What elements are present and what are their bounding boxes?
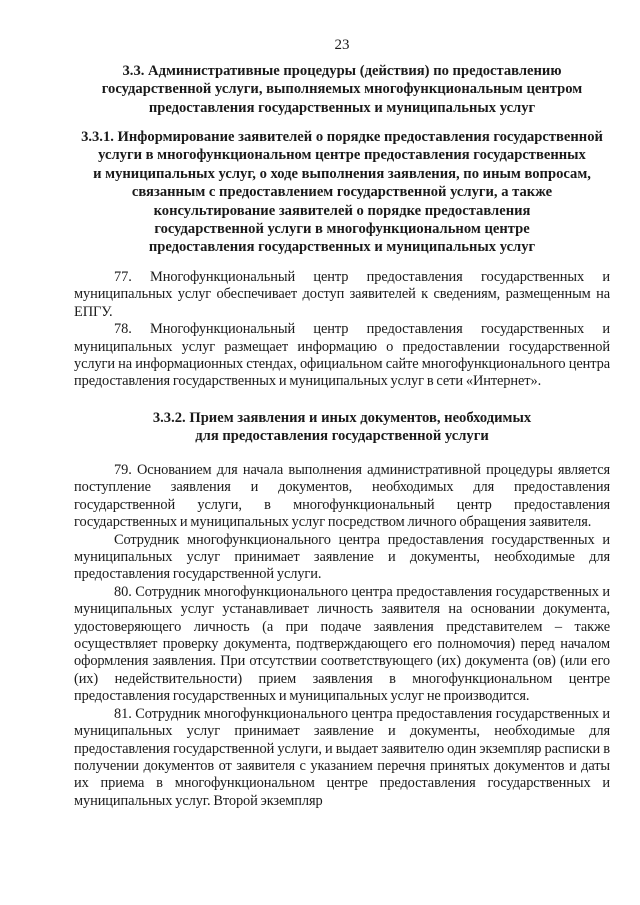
heading-line: 3.3.1. Информирование заявителей о порядке предоставления государственной (81, 129, 603, 145)
paragraph-81: 81. Сотрудник многофункционального центра предоставления государственных и муниципальных услуг принимает заявление и документы, необходимые для предоставления государственной услуги, и выдает заявителю один экземпляр расписки в получении документов от заявителя с указанием перечня принятых документов и даты их приема в многофункциональном центре предоставления государственных и муниципальных услуг. Второй экземпляр (74, 705, 610, 809)
heading-line: услуги в многофункциональном центре предоставления государственных (98, 147, 586, 164)
paragraph-79: 79. Основанием для начала выполнения административной процедуры является поступление заявления и документов, необходимых для предоставления государственной услуги, в многофункциональный центр предоставления государственных и муниципальных услуг посредством личного обращения заявителя. (74, 462, 610, 531)
page-number: 23 (334, 37, 350, 53)
heading-line: связанным с предоставлением государственной услуги, а также (131, 184, 553, 201)
heading-section-3-3-1 (74, 128, 610, 257)
heading-line: 3.3. Административные процедуры (действия) по предоставлению (122, 63, 562, 79)
paragraph-79-employee: Сотрудник многофункционального центра предоставления государственных и муниципальных услуг принимает заявление и документы, необходимые для предоставления государственной услуги. (74, 531, 610, 583)
heading-line: предоставления государственных и муниципальных услуг (148, 99, 536, 116)
heading-section-3-3-2 (74, 409, 610, 446)
heading-line: для предоставления государственной услуги (195, 428, 489, 445)
body-section-3-3-2 (74, 462, 610, 810)
paragraph-78: 78. Многофункциональный центр предоставления государственных и муниципальных услуг размещает информацию о предоставлении государственной услуги на информационных стендах, официальном сайте многофункционального центра предоставления государственных и муниципальных услуг в сети «Интернет». (74, 321, 610, 390)
heading-line: государственной услуги в многофункциональном центре (154, 221, 530, 238)
heading-line: консультирование заявителей о порядке предоставления (153, 202, 531, 219)
body-section-3-3-1 (74, 269, 610, 391)
heading-section-3-3 (74, 62, 610, 117)
heading-line: предоставления государственных и муниципальных услуг (148, 239, 536, 256)
heading-line: государственной услуги, выполняемых многофункциональным центром (101, 81, 583, 98)
paragraph-80: 80. Сотрудник многофункционального центра предоставления государственных и муниципальных услуг устанавливает личность заявителя на основании документа, удостоверяющего личность (а при подаче заявления представителем – также осуществляет проверку документа, подтверждающего его полномочия) перед началом оформления заявления. При отсутствии соответствующего (их) документа (ов) (или его (их) недействительности) прием заявления в многофункциональном центре предоставления государственных и муниципальных услуг не производится. (74, 583, 610, 705)
heading-line: и муниципальных услуг, о ходе выполнения заявления, по иным вопросам, (93, 165, 591, 182)
paragraph-77: 77. Многофункциональный центр предоставления государственных и муниципальных услуг обеспечивает доступ заявителей к сведениям, размещенным на ЕПГУ. (74, 269, 610, 320)
heading-line: 3.3.2. Прием заявления и иных документов, необходимых (152, 410, 532, 426)
